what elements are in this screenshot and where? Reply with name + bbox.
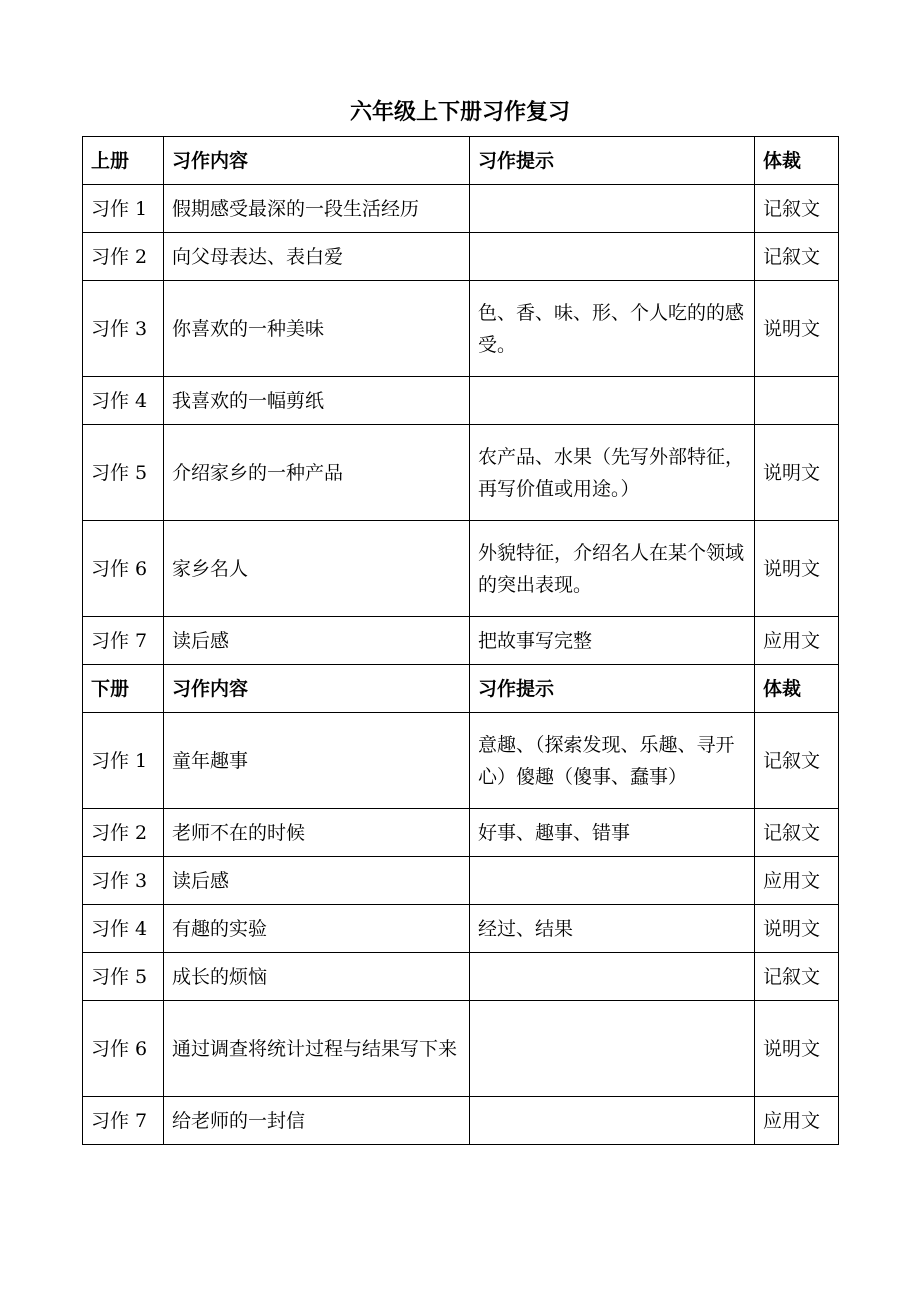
exercise-content: 向父母表达、表白爱 — [164, 233, 470, 281]
exercise-content: 读后感 — [164, 617, 470, 665]
table-row — [83, 905, 839, 953]
exercise-hint: 外貌特征，介绍名人在某个领域的突出表现。 — [470, 521, 755, 617]
exercise-hint: 经过、结果 — [470, 905, 755, 953]
exercise-genre: 应用文 — [755, 1097, 839, 1145]
exercise-genre: 说明文 — [755, 425, 839, 521]
exercise-number: 习作 6 — [83, 1001, 164, 1097]
exercise-content: 你喜欢的一种美味 — [164, 281, 470, 377]
exercise-genre: 记叙文 — [755, 185, 839, 233]
table-row — [83, 857, 839, 905]
exercise-content: 读后感 — [164, 857, 470, 905]
exercise-genre: 记叙文 — [755, 953, 839, 1001]
upper-volume-header: 上册 — [83, 137, 164, 185]
exercise-genre — [755, 377, 839, 425]
exercise-hint: 色、香、味、形、个人吃的的感受。 — [470, 281, 755, 377]
exercise-number: 习作 3 — [83, 857, 164, 905]
exercise-hint — [470, 953, 755, 1001]
exercise-content: 成长的烦恼 — [164, 953, 470, 1001]
exercise-genre: 说明文 — [755, 905, 839, 953]
upper-header-row — [83, 137, 839, 185]
table-row — [83, 185, 839, 233]
exercise-hint: 好事、趣事、错事 — [470, 809, 755, 857]
exercise-number: 习作 5 — [83, 425, 164, 521]
exercise-content: 家乡名人 — [164, 521, 470, 617]
exercise-hint: 农产品、水果（先写外部特征，再写价值或用途。） — [470, 425, 755, 521]
exercise-genre: 记叙文 — [755, 233, 839, 281]
table-row — [83, 377, 839, 425]
exercise-number: 习作 2 — [83, 233, 164, 281]
exercise-genre: 说明文 — [755, 281, 839, 377]
writing-review-table — [82, 136, 839, 1145]
exercise-genre: 记叙文 — [755, 809, 839, 857]
table-row — [83, 617, 839, 665]
lower-hint-header: 习作提示 — [470, 665, 755, 713]
exercise-genre: 应用文 — [755, 617, 839, 665]
exercise-content: 给老师的一封信 — [164, 1097, 470, 1145]
exercise-hint — [470, 185, 755, 233]
exercise-hint — [470, 857, 755, 905]
table-row — [83, 1097, 839, 1145]
exercise-content: 介绍家乡的一种产品 — [164, 425, 470, 521]
exercise-hint: 意趣、（探索发现、乐趣、寻开心）傻趣（傻事、蠢事） — [470, 713, 755, 809]
exercise-content: 通过调查将统计过程与结果写下来 — [164, 1001, 470, 1097]
exercise-genre: 说明文 — [755, 521, 839, 617]
exercise-number: 习作 2 — [83, 809, 164, 857]
upper-genre-header: 体裁 — [755, 137, 839, 185]
exercise-genre: 说明文 — [755, 1001, 839, 1097]
exercise-content: 假期感受最深的一段生活经历 — [164, 185, 470, 233]
exercise-number: 习作 5 — [83, 953, 164, 1001]
exercise-number: 习作 3 — [83, 281, 164, 377]
exercise-content: 童年趣事 — [164, 713, 470, 809]
exercise-number: 习作 4 — [83, 905, 164, 953]
table-row — [83, 521, 839, 617]
table-row — [83, 953, 839, 1001]
exercise-hint — [470, 377, 755, 425]
exercise-number: 习作 7 — [83, 617, 164, 665]
exercise-hint: 把故事写完整 — [470, 617, 755, 665]
upper-hint-header: 习作提示 — [470, 137, 755, 185]
table-row — [83, 281, 839, 377]
exercise-number: 习作 1 — [83, 713, 164, 809]
exercise-number: 习作 6 — [83, 521, 164, 617]
table-row — [83, 809, 839, 857]
page-title: 六年级上下册习作复习 — [349, 99, 570, 125]
lower-genre-header: 体裁 — [755, 665, 839, 713]
exercise-hint — [470, 1097, 755, 1145]
exercise-genre: 应用文 — [755, 857, 839, 905]
lower-volume-header: 下册 — [83, 665, 164, 713]
exercise-content: 有趣的实验 — [164, 905, 470, 953]
table-row — [83, 1001, 839, 1097]
exercise-content: 我喜欢的一幅剪纸 — [164, 377, 470, 425]
upper-content-header: 习作内容 — [164, 137, 470, 185]
exercise-hint — [470, 233, 755, 281]
exercise-number: 习作 4 — [83, 377, 164, 425]
exercise-hint — [470, 1001, 755, 1097]
exercise-number: 习作 7 — [83, 1097, 164, 1145]
exercise-genre: 记叙文 — [755, 713, 839, 809]
lower-content-header: 习作内容 — [164, 665, 470, 713]
exercise-number: 习作 1 — [83, 185, 164, 233]
exercise-content: 老师不在的时候 — [164, 809, 470, 857]
lower-header-row — [83, 665, 839, 713]
table-row — [83, 233, 839, 281]
table-row — [83, 425, 839, 521]
table-row — [83, 713, 839, 809]
